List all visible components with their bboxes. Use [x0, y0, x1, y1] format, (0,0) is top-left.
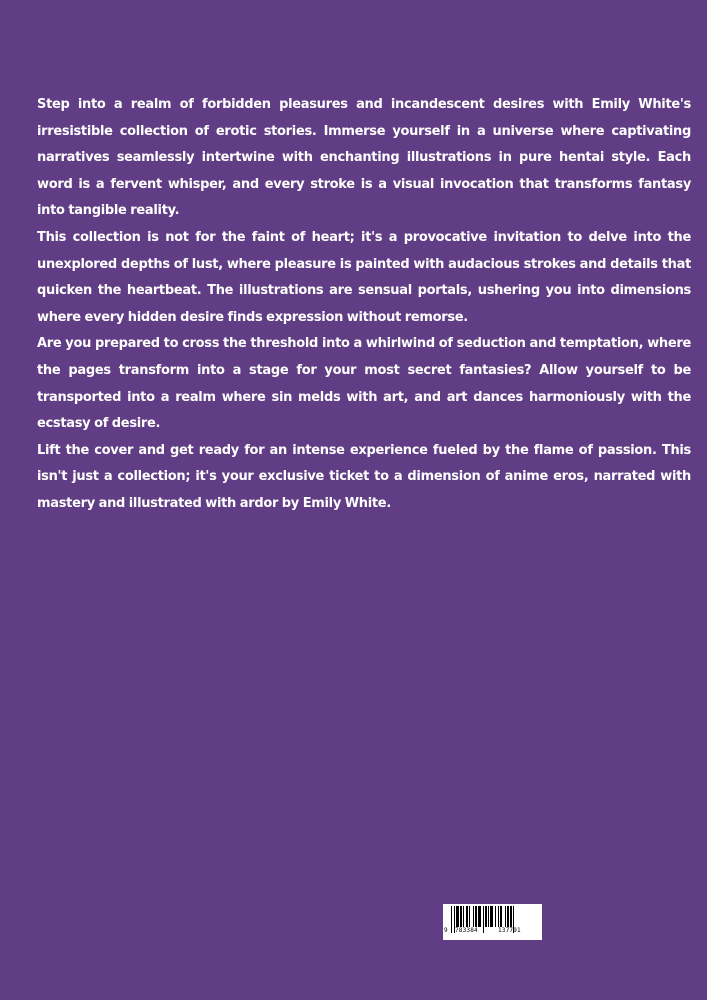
- blurb-paragraph-2: This collection is not for the faint of heart; it's a provocative invitation to delve into the unexplored depths of lust, where pleasure is painted with audacious strokes and details that quicken the heartbeat. The illustrations are sensual portals, ushering you into dimensions where every hidden desire finds expression without remorse.: [37, 229, 691, 325]
- back-cover-blurb: [37, 92, 691, 518]
- barcode-lead-digit: 9: [444, 927, 448, 934]
- barcode-right-digits: 137791: [498, 927, 521, 934]
- blurb-paragraph-1: Step into a realm of forbidden pleasures and incandescent desires with Emily White's irresistible collection of erotic stories. Immerse yourself in a universe where captivating narratives seamlessly intertwine with enchanting illustrations in pure hentai style. Each word is a fervent whisper, and every stroke is a visual invocation that transforms fantasy into tangible reality.: [37, 97, 691, 219]
- blurb-paragraph-4: Lift the cover and get ready for an intense experience fueled by the flame of passion. This isn't just a collection; it's your exclusive ticket to a dimension of anime eros, narrated with mastery and illustrated with ardor by Emily White.: [37, 442, 691, 511]
- isbn-barcode: [443, 904, 542, 940]
- blurb-paragraph-3: Are you prepared to cross the threshold into a whirlwind of seduction and temptation, where the pages transform into a stage for your most secret fantasies? Allow yourself to be transported into a realm where sin melds with art, and art dances harmoniously with the ecstasy of desire.: [37, 336, 691, 432]
- barcode-left-digits: 783384: [455, 927, 478, 934]
